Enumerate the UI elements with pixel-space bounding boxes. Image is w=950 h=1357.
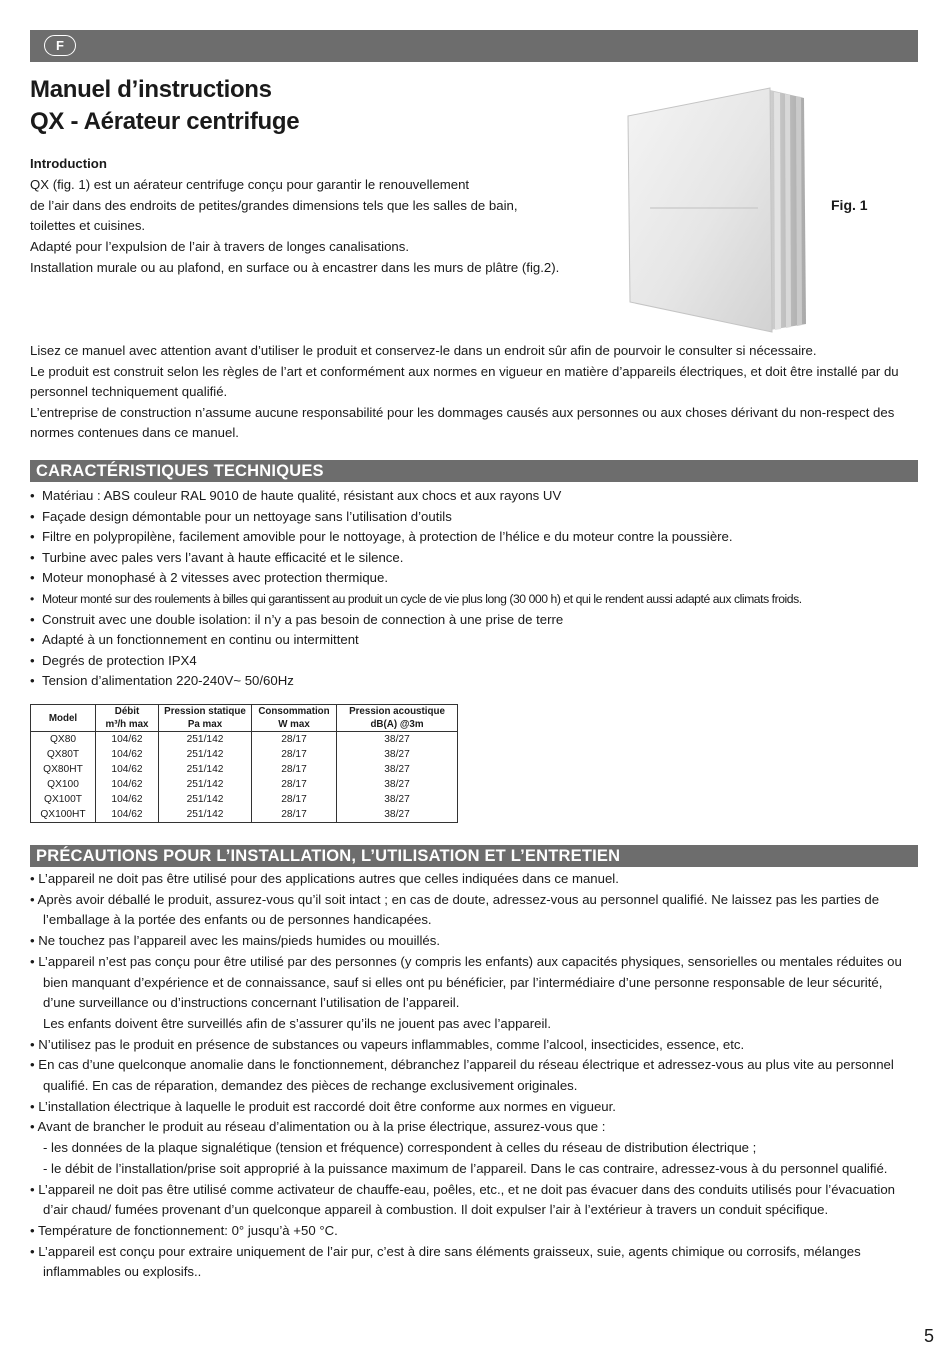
intro-heading: Introduction [30,156,107,171]
language-badge: F [44,35,76,56]
list-item: • N’utilisez pas le produit en présence de substances ou vapeurs inflammables, comme l’alcool, insecticides, essence, etc. [30,1036,745,1052]
list-item: • Ne touchez pas l’appareil avec les mains/pieds humides ou mouillés. [30,933,440,949]
intro-line: QX (fig. 1) est un aérateur centrifuge conçu pour garantir le renouvellement [30,176,470,192]
paragraph: Lisez ce manuel avec attention avant d’utiliser le produit et conservez-le dans un endroit sûr afin de pourvoir le consulter si nécessaire. [30,343,817,358]
table-header: Pression acoustique dB(A) @3m [337,705,458,732]
list-item: • Tension d’alimentation 220-240V~ 50/60Hz [30,673,294,689]
list-item: • L’installation électrique à laquelle le produit est raccordé doit être conforme aux normes en vigueur. [30,1098,616,1114]
spec-table [30,704,458,823]
list-item: • L’appareil ne doit pas être utilisé comme activateur de chauffe-eau, poêles, etc., et ne doit pas évacuer dans des conduits utilisés pour l’évacuation d’air chaud/ fumées provenant d’un quelconque appareil à combustion. Il doit expulser l’air à l’extérieur à travers un conduit spécifique. [30,1181,896,1218]
precautions-list [30,869,918,1283]
table-header: Consommation W max [252,705,337,732]
introduction [30,154,610,279]
title-line-2: QX - Aérateur centrifuge [30,108,300,135]
header-bar [30,30,918,62]
section-heading-specs: CARACTÉRISTIQUES TECHNIQUES [30,460,918,482]
list-item: • Construit avec une double isolation: il n’y a pas besoin de connection à une prise de terre [30,611,564,627]
page-title [30,74,299,138]
page-number: 5 [924,1326,935,1346]
title-line-1: Manuel d’instructions [30,76,272,103]
list-item: • Avant de brancher le produit au réseau d’alimentation ou à la prise électrique, assurez-vous que : - les données de la plaque signalétique (tension et fréquence) correspondent à celles du réseau de distribution électrique ; - le débit de l’installation/prise soit approprié à la puissance maximum de l’appareil. Dans le cas contraire, adressez-vous à du personnel qualifié. [30,1117,918,1179]
list-item: • Filtre en polypropilène, facilement amovible pour le nottoyage, à protection de l’hélice e du moteur contre la poussière. [30,529,733,545]
specs-list [30,486,918,692]
table-row: QX80 104/62 251/142 28/17 38/27 [31,732,458,748]
table-header: Model [31,705,96,732]
table-header: Pression statique Pa max [159,705,252,732]
list-item: • L’appareil ne doit pas être utilisé pour des applications autres que celles indiquées dans ce manuel. [30,871,619,886]
table-row: QX100HT 104/62 251/142 28/17 38/27 [31,807,458,823]
table-header-row [31,705,458,732]
list-item: • Après avoir déballé le produit, assurez-vous qu’il soit intact ; en cas de doute, adressez-vous au personnel qualifié. Ne laissez pas les parties de l’emballage à la portée des enfants ou de personnes handicapées. [30,891,880,928]
list-item: • L’appareil est conçu pour extraire uniquement de l’air pur, c’est à dire sans éléments graisseux, suie, agents chimique ou corrosifs, mélanges inflammables ou explosifs.. [30,1243,861,1280]
sub-item: - le débit de l’installation/prise soit approprié à la puissance maximum de l’appareil. Dans le cas contraire, adressez-vous à du personnel qualifié. [43,1160,888,1176]
list-item: • Degrés de protection IPX4 [30,652,197,668]
list-item: • Moteur monophasé à 2 vitesses avec protection thermique. [30,570,388,586]
table-row: QX100 104/62 251/142 28/17 38/27 [31,777,458,792]
intro-line: de l’air dans des endroits de petites/grandes dimensions tels que les salles de bain, [30,197,518,213]
ventilator-unit-image [620,80,820,338]
list-item: • En cas d’une quelconque anomalie dans le fonctionnement, débranchez l’appareil du réseau électrique et adressez-vous au plus vite au personnel qualifié. En cas de réparation, demandez des pièces de rechange exclusivement originales. [30,1057,894,1094]
intro-line: toilettes et cuisines. [30,218,146,234]
list-item: • Matériau : ABS couleur RAL 9010 de haute qualité, résistant aux chocs et aux rayons UV [30,488,562,503]
intro-line: Adapté pour l’expulsion de l’air à travers de longes canalisations. [30,239,409,255]
paragraph: L’entreprise de construction n’assume aucune responsabilité pour les dommages causés aux personnes ou aux choses dérivant du non-respect des normes contenues dans ce manuel. [30,404,895,441]
section-heading-precautions: PRÉCAUTIONS POUR L’INSTALLATION, L’UTILISATION ET L’ENTRETIEN [30,845,918,867]
list-item: • Température de fonctionnement: 0° jusqu’à +50 °C. [30,1222,338,1238]
list-item: • Turbine avec pales vers l’avant à haute efficacité et le silence. [30,549,404,565]
figure-label: Fig. 1 [831,197,868,213]
table-header: Débit m³/h max [96,705,159,732]
list-item: • Moteur monté sur des roulements à billes qui garantissent au produit un cycle de vie plus long (30 000 h) et qui le rendent aussi adapté aux climats froids. [30,591,802,606]
list-item: • L’appareil n’est pas conçu pour être utilisé par des personnes (y compris les enfants) aux capacités physiques, sensorielles ou mentales réduites ou bien manquant d’expérience et de connaissance, sauf si elles ont pu bénéficier, par l’intermédiaire d’une personne responsable de leur sécurité, d’une surveillance ou d’instructions concernant l’utilisation de l’appareil. Les enfants doivent être surveillés afin de s’assurer qu’ils ne jouent pas avec l’appareil. [30,952,918,1035]
table-row: QX100T 104/62 251/142 28/17 38/27 [31,792,458,807]
table-row: QX80T 104/62 251/142 28/17 38/27 [31,747,458,762]
paragraph: Le produit est construit selon les règles de l’art et conformément aux normes en vigueur en matière d’appareils électriques, et doit être installé par du personnel techniquement qualifié. [30,363,899,400]
intro-line: Installation murale ou au plafond, en surface ou à encastrer dans les murs de plâtre (fig.2). [30,259,560,275]
table-row: QX80HT 104/62 251/142 28/17 38/27 [31,762,458,777]
list-item: • Façade design démontable pour un nettoyage sans l’utilisation d’outils [30,508,452,524]
warning-paragraphs [30,341,918,444]
sub-item: - les données de la plaque signalétique (tension et fréquence) correspondent à celles du réseau de distribution électrique ; [43,1140,757,1156]
children-note: Les enfants doivent être surveillés afin de s’assurer qu’ils ne jouent pas avec l’appareil. [43,1015,552,1031]
list-item: • Adapté à un fonctionnement en continu ou intermittent [30,632,359,648]
